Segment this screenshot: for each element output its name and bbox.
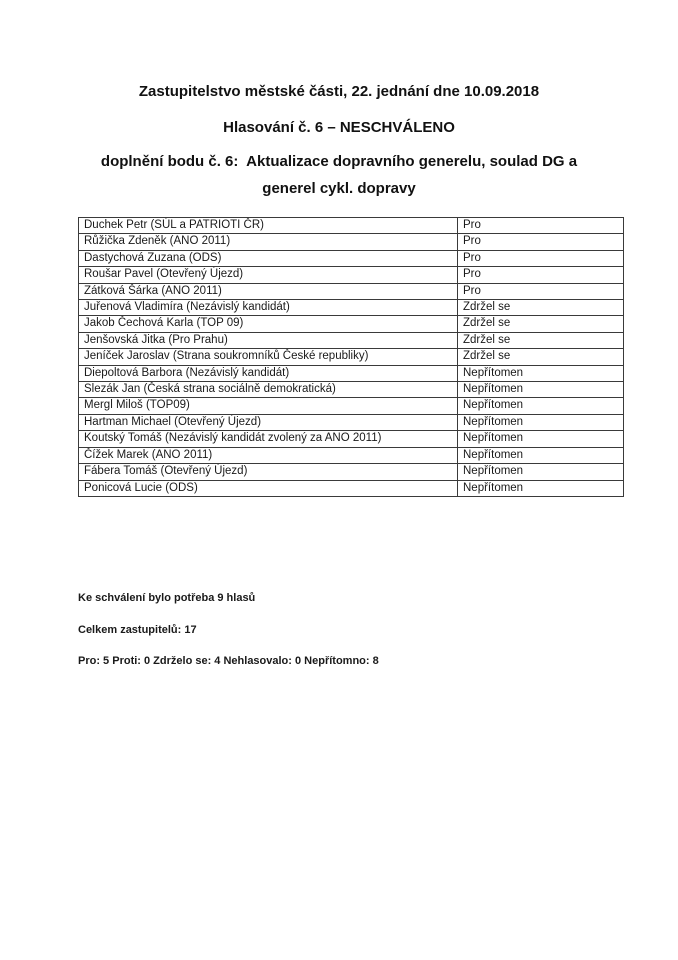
vote-value-cell: Nepřítomen (458, 447, 624, 463)
vote-value-cell: Nepřítomen (458, 431, 624, 447)
vote-value-cell: Pro (458, 218, 624, 234)
table-row (79, 283, 624, 299)
vote-value-cell: Nepřítomen (458, 414, 624, 430)
table-row (79, 300, 624, 316)
member-name-cell: Roušar Pavel (Otevřený Újezd) (79, 267, 458, 283)
vote-value-cell: Pro (458, 250, 624, 266)
table-row (79, 464, 624, 480)
member-name-cell: Hartman Michael (Otevřený Újezd) (79, 414, 458, 430)
summary-required-votes: Ke schválení bylo potřeba 9 hlasů (78, 592, 256, 604)
table-row (79, 267, 624, 283)
member-name-cell: Duchek Petr (SÚL a PATRIOTI ČR) (79, 218, 458, 234)
table-row (79, 431, 624, 447)
member-name-cell: Zátková Šárka (ANO 2011) (79, 283, 458, 299)
table-row (79, 218, 624, 234)
member-name-cell: Mergl Miloš (TOP09) (79, 398, 458, 414)
member-name-cell: Fábera Tomáš (Otevřený Újezd) (79, 464, 458, 480)
vote-value-cell: Nepřítomen (458, 464, 624, 480)
vote-value-cell: Pro (458, 283, 624, 299)
summary-total-members: Celkem zastupitelů: 17 (78, 624, 197, 636)
vote-table-body (79, 218, 624, 497)
vote-result-subtitle: Hlasování č. 6 – NESCHVÁLENO (223, 119, 455, 136)
agenda-item-line1: doplnění bodu č. 6: Aktualizace dopravního generelu, soulad DG a (100, 153, 578, 170)
vote-value-cell: Zdržel se (458, 332, 624, 348)
member-name-cell: Ponicová Lucie (ODS) (79, 480, 458, 496)
vote-value-cell: Zdržel se (458, 349, 624, 365)
table-row (79, 332, 624, 348)
member-name-cell: Jeníček Jaroslav (Strana soukromníků České republiky) (79, 349, 458, 365)
table-row (79, 316, 624, 332)
member-name-cell: Slezák Jan (Česká strana sociálně demokratická) (79, 382, 458, 398)
table-row (79, 234, 624, 250)
member-name-cell: Jakob Čechová Karla (TOP 09) (79, 316, 458, 332)
vote-value-cell: Zdržel se (458, 316, 624, 332)
member-name-cell: Diepoltová Barbora (Nezávislý kandidát) (79, 365, 458, 381)
summary-results: Pro: 5 Proti: 0 Zdrželo se: 4 Nehlasovalo: 0 Nepřítomno: 8 (78, 655, 379, 667)
vote-value-cell: Nepřítomen (458, 382, 624, 398)
vote-value-cell: Nepřítomen (458, 365, 624, 381)
table-row (79, 414, 624, 430)
document-title: Zastupitelstvo městské části, 22. jednání dne 10.09.2018 (138, 83, 540, 100)
vote-value-cell: Nepřítomen (458, 398, 624, 414)
table-row (79, 349, 624, 365)
member-name-cell: Čížek Marek (ANO 2011) (79, 447, 458, 463)
vote-value-cell: Pro (458, 267, 624, 283)
vote-value-cell: Nepřítomen (458, 480, 624, 496)
table-row (79, 250, 624, 266)
table-row (79, 365, 624, 381)
table-row (79, 398, 624, 414)
member-name-cell: Juřenová Vladimíra (Nezávislý kandidát) (79, 300, 458, 316)
agenda-item-line2: generel cykl. dopravy (262, 180, 416, 197)
member-name-cell: Jenšovská Jitka (Pro Prahu) (79, 332, 458, 348)
table-row (79, 382, 624, 398)
vote-table (78, 217, 624, 497)
member-name-cell: Koutský Tomáš (Nezávislý kandidát zvolený za ANO 2011) (79, 431, 458, 447)
member-name-cell: Růžička Zdeněk (ANO 2011) (79, 234, 458, 250)
table-row (79, 447, 624, 463)
vote-value-cell: Zdržel se (458, 300, 624, 316)
vote-value-cell: Pro (458, 234, 624, 250)
member-name-cell: Dastychová Zuzana (ODS) (79, 250, 458, 266)
table-row (79, 480, 624, 496)
